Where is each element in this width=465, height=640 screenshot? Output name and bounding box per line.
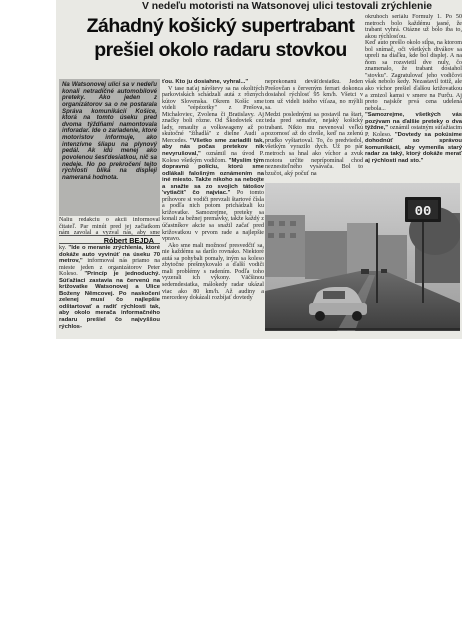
car-distant [361,269,369,274]
kicker-line: V nedeľu motoristi na Watsonovej ulici testovali zrýchlenie [141,1,432,12]
text-run: informoval nás priamo na mieste jeden z organizátorov Peter Koleso. [59,258,160,278]
headline: Záhadný košický supertrabant prešiel okolo radaru stovkou [86,15,355,61]
column-a-text: Nalíu redakciu o akcii informoval čitateľ. Par minút pred jej začiatkom nám zavolal a vyzval nás, aby sme [59,217,160,236]
byline: Róbert BEJDA [59,235,160,244]
text-run: Po tomto príhovore si vodiči prevzali štartové čísla a podľa nich potom prichádzali ku križovatke. Samozrejme, preteky sa konali za bežnej premávky, takže každý z účastníkov akcie sa snažil začať pred križovatkou v prvom rade a najlepšie vpravo. [162,190,264,243]
radar-display: 00 [414,204,432,220]
text-run: okruhoch seriálu Formuly 1. Po 50 metroch bolo každému jasné, že trabant vyhrá. Otázne už bolo iba to, akou rýchlosťou. Keď auto prešlo okolo stĺpa, na ktorom bol snímač, oči všetkých divákov sa upreli na diaľku, kde bol displej. A na ňom sa rozsvietil dve nuly, čo znamenalo, že trabant dosiahol "stovku". Zagratulovať jeho vodičovi však nebolo kedy. Nezastavil totiž, ale ako víchor prešiel ďalšou križovatkou a zmizol kamsi v smere na Furču. Aj preto najskôr prvá cena udelená nebola... [365,14,462,112]
photo-illustration [265,183,460,331]
text-run: Ako sme mali možnosť presvedčiť sa, nie každému sa darilo rovnako. Niektoré autá sa pohybali pomaly, iným sa koleso zbytočne prešmykovalo a ďalší vodiči mali problémy s radením. Podľa toho vyzerali ich výkony. Väčšinou sedemdesiatka, málokedy radar ukázal viac ako 80 km/h. Až audiny a mercedesy dokázali rozbíjať dovtedy [162,242,264,302]
text-run: oznámil ostatným súťažiacim P. Koleso. [365,125,462,138]
quote-bold: ťou. Kto ju dosiahne, vyhral..." [162,79,249,85]
building-mid [305,231,347,279]
street-radar-photo [265,183,460,331]
column-a-top [59,217,160,236]
column-c [265,79,363,183]
quote-bold: "Dovtedy sa pokúsime dohodnúť so správou komunikácií, aby vymenila starý radar za taký, ktorý dokáže merať aj rýchlosti nad sto." [365,131,462,165]
quote-bold: "Samozrejme, všetkých vás pozývam na ďalšie preteky o dva týždne," [365,112,462,132]
column-b [162,79,264,333]
quote-bold: "Myslím tým dopravnú políciu, ktorú sme odlákali falošným oznámením na iné miesto. Takže nikoho sa nebojte a snažte sa zo svojich tátošov 'vytiačiť' čo najviac." [162,157,264,197]
quote-bold: "Všetko sme zariadili tak, aby nás počas pretekov nik nevyrušoval," [162,137,264,158]
quote-bold: "Princíp je jednoduchý. Súťažiaci zastavia na červenú na križovatke Watsonovej a Ulice Boženy Němcovej. Po naskočení zelenej musí čo najlepšie odštartovať a radiť rýchlosti tak, aby okolo merača informačného radaru prešiel čo najvyššou rýchlos- [59,271,160,330]
column-d [365,14,462,183]
column-a-bottom [59,245,160,333]
text-run: V tase naťaj návštevy sa na okolitých parkoviskách schádzali autá z rôznych kútov Slovenska. Okrem Košíc sme videli "eépézetky" z Prešova, Michaloviec, Zvolena či Bratislavy. Aj značky boli rôzne. Od Škodoviek cez lady, renaulty a volkswageny až po skutočné "žihadlá" z dielne Audi a Mercedes. [162,85,264,144]
text-run: ky. [59,245,69,251]
column-c-text: neprekonanú deväťdesiatku. Jeden Prešovčan s červeným ferrari dokonca dosiahol rýchlosť 95 km/h. Všetci v tom už videli istého víťaza, no mýlili sa. Medzi poslednými sa postavil na štart, teda pred semafor, nejaký košický trabant. Nikto mu nevenoval veľkú pozornosť až do chvíle, keď na zelenú prudko vyštartoval. To, čo predviedol, všetkým vyrazilo dych. Už po pár metroch sa hnal ako víchor a zvuk motora určite neprípomínal chod neznesiteľného vysávača. Bol to bzučot, aký počuť na [265,79,363,177]
text-run: oznámil na úvod P. Koleso všetkým vodičom. [162,151,264,164]
lead-paragraph: Na Watsonovej ulici sa v nedeľu konali netradičné automobilové preteky. Ako jeden z organizátorov sa o ne postarala Správa komunikácií Košice, ktorá na tomto úseku pred dvoma týždňami namontovala inforadar. Ide o zariadenie, ktoré motoristov informuje, ako intenzívne šliapu na plynový pedál. Ak idú menej ako povolenou šesťdesiatkou, nič sa nedeje. No po prekročení tejto rýchlosti bliká na displeji nameraná hodnota. [59,79,160,216]
quote-bold: "Ide o meranie zrýchlenia, ktoré dokáže auto vyvinúť na úseku 70 metrov," [59,245,160,265]
